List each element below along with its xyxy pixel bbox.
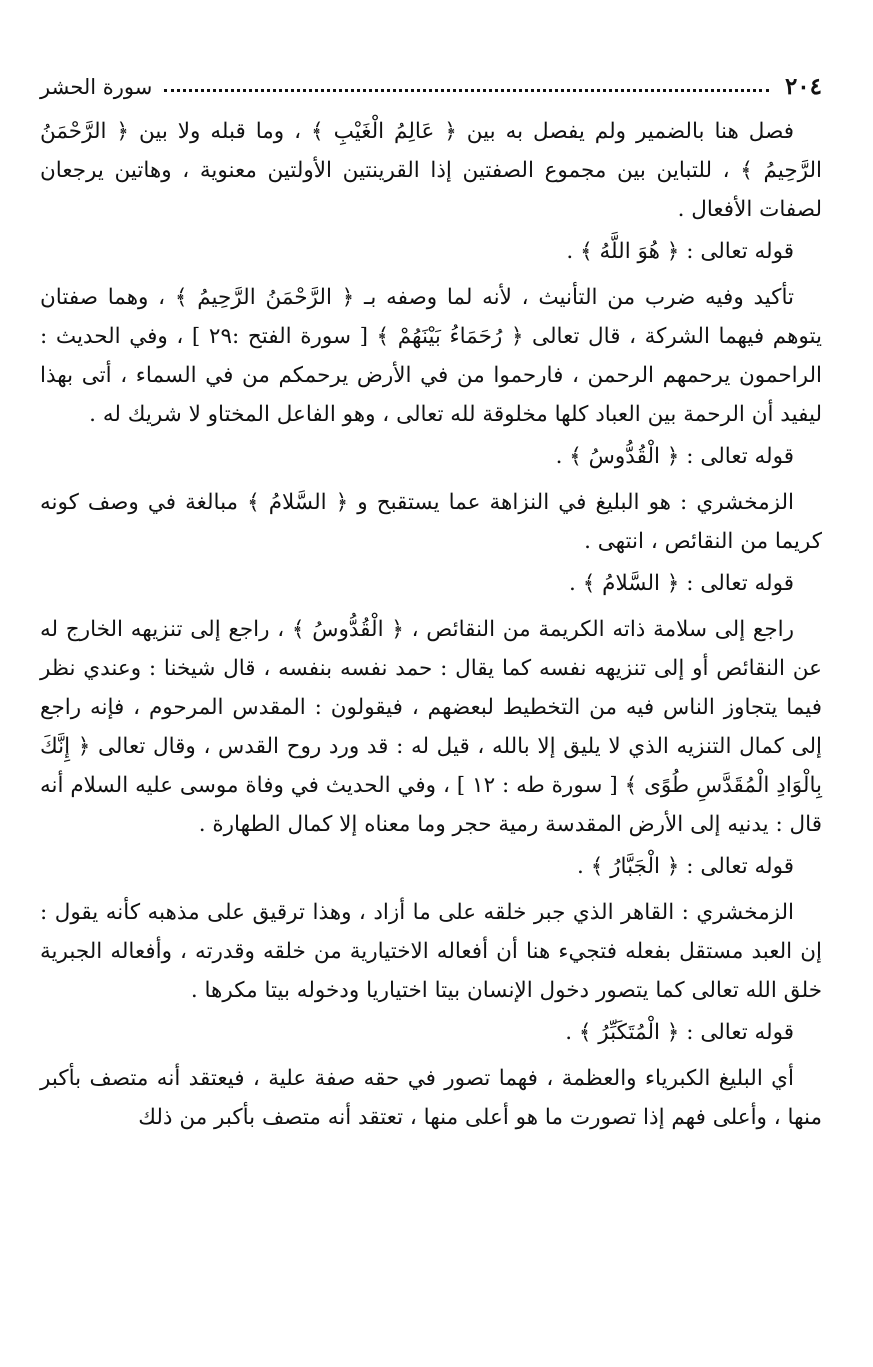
paragraph: الزمخشري : القاهر الذي جبر خلقه على ما أزاد ، وهذا ترقيق على مذهبه كأنه يقول : إن العبد مستقل بفعله فتجيء هنا أن أفعاله الاختيارية من خلقه وقدرته ، وأفعاله الجبرية خلق الله تعالى كما يتصور دخول الإنسان بيتا اختياريا ودخوله بيتا مكرها . [40, 900, 822, 1003]
page-header [40, 62, 822, 98]
page-number: ٢٠٤ [784, 73, 822, 100]
paragraph: الزمخشري : هو البليغ في النزاهة عما يستقبح و ﴿ السَّلامُ ﴾ مبالغة في وصف كونه كريما من النقائص ، انتهى . [40, 490, 822, 554]
book-page [40, 62, 822, 1137]
paragraph: تأكيد وفيه ضرب من التأنيث ، لأنه لما وصفه بـ ﴿ الرَّحْمَنُ الرَّحِيمُ ﴾ ، وهما صفتان يتوهم فيهما الشركة ، قال تعالى ﴿ رُحَمَاءُ بَيْنَهُمْ ﴾ [ سورة الفتح :٢٩ ] ، وفي الحديث : الراحمون يرحمهم الرحمن ، فارحموا من في الأرض يرحمكم من في السماء ، أتى بهذا ليفيد أن الرحمة بين العباد كلها مخلوقة لله تعالى ، وهو الفاعل المختاو لا شريك له . [40, 285, 822, 427]
paragraph: فصل هنا بالضمير ولم يفصل به بين ﴿ عَالِمُ الْغَيْبِ ﴾ ، وما قبله ولا بين ﴿ الرَّحْمَنُ الرَّحِيمُ ﴾ ، للتباين بين مجموع الصفتين إذا القرينتين الأولتين معنوية ، وهاتين يرجعان لصفات الأفعال . [40, 119, 822, 222]
running-title: سورة الحشر [40, 75, 153, 99]
header-dotted-leader [164, 89, 769, 92]
verse-heading: قوله تعالى : ﴿ هُوَ اللَّهُ ﴾ . [566, 239, 794, 264]
verse-heading: قوله تعالى : ﴿ الْقُدُّوسُ ﴾ . [555, 444, 794, 469]
verse-heading: قوله تعالى : ﴿ الْمُتَكَبِّرُ ﴾ . [565, 1020, 794, 1045]
paragraph: أي البليغ الكبرياء والعظمة ، فهما تصور في حقه صفة علية ، فيعتقد أنه متصف بأكبر منها ، وأعلى فهم إذا تصورت ما هو أعلى منها ، تعتقد أنه متصف بأكبر من ذلك [40, 1066, 822, 1130]
verse-heading: قوله تعالى : ﴿ الْجَبَّارُ ﴾ . [577, 854, 794, 879]
paragraph: راجع إلى سلامة ذاته الكريمة من النقائص ، ﴿ الْقُدُّوسُ ﴾ ، راجع إلى تنزيهه الخارج له عن النقائص أو إلى تنزيهه نفسه كما يقال : حمد نفسه بنفسه ، قال شيخنا : وعندي نظر فيما يتجاوز الناس فيه من التخطيط لبعضهم ، فيقولون : المقدس المرحوم ، فإنه راجع إلى كمال التنزيه الذي لا يليق إلا بالله ، قيل له : قد ورد روح القدس ، وقال تعالى ﴿ إِنَّكَ بِالْوَادِ الْمُقَدَّسِ طُوًى ﴾ [ سورة طه : ١٢ ] ، وفي الحديث في وفاة موسى عليه السلام أنه قال : يدنيه إلى الأرض المقدسة رمية حجر وما معناه إلا كمال الطهارة . [40, 617, 822, 837]
verse-heading: قوله تعالى : ﴿ السَّلامُ ﴾ . [569, 571, 794, 596]
